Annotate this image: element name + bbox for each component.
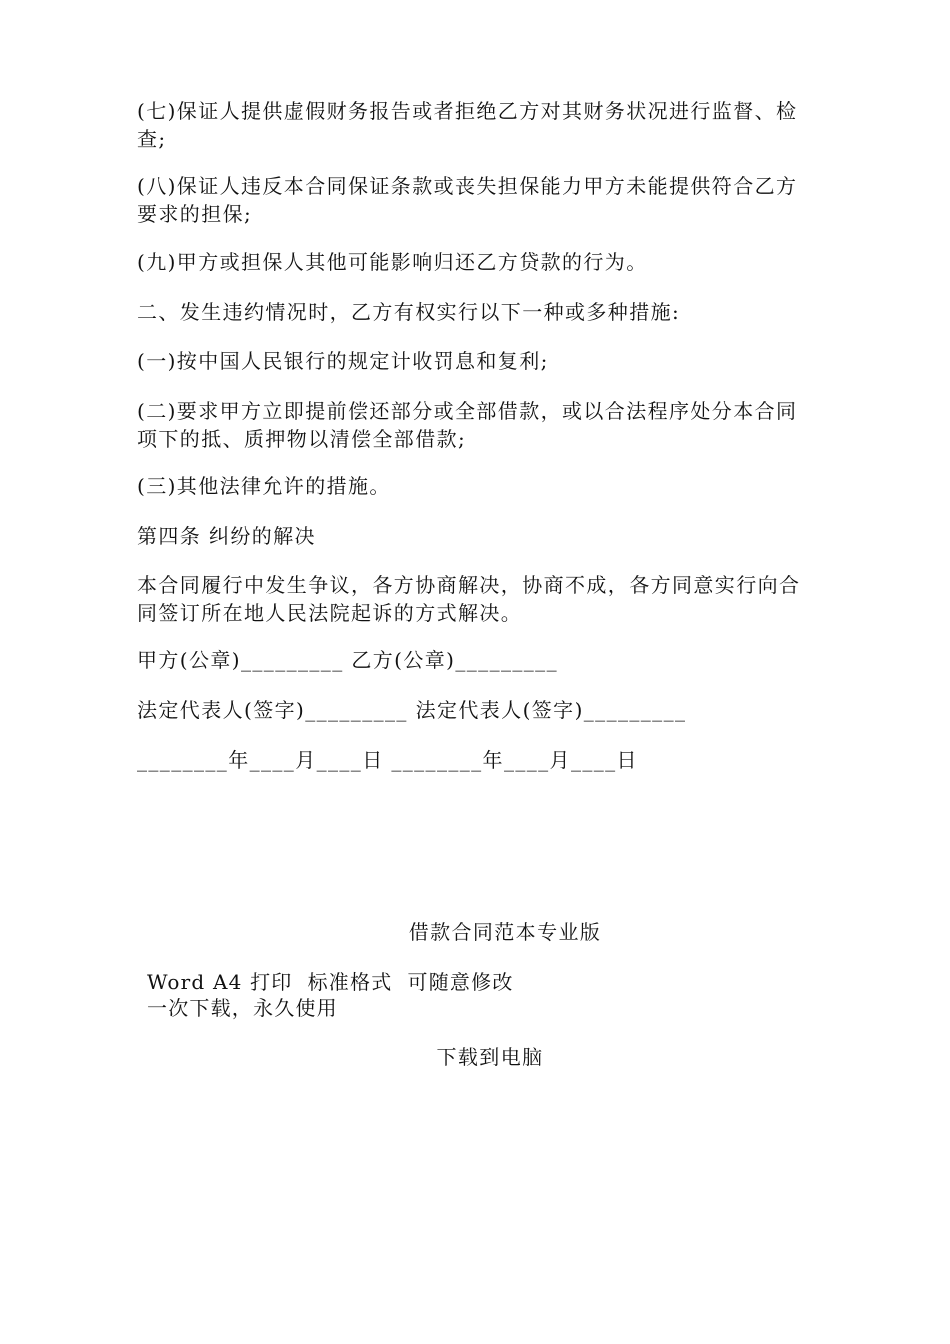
promo-features: Word A4 打印 标准格式 可随意修改 xyxy=(147,970,514,994)
clause-7: (七)保证人提供虚假财务报告或者拒绝乙方对其财务状况进行监督、检查; xyxy=(137,99,798,151)
promo-usage: 一次下载，永久使用 xyxy=(147,996,338,1020)
article-four-heading: 第四条 纠纷的解决 xyxy=(137,524,316,548)
representative-signature-line: 法定代表人(签字)_________ 法定代表人(签字)_________ xyxy=(137,698,687,722)
measure-3: (三)其他法律允许的措施。 xyxy=(137,474,391,498)
dispute-resolution-text: 本合同履行中发生争议，各方协商解决，协商不成，各方同意实行向合同签订所在地人民法院起诉的方式解决。 xyxy=(137,573,801,625)
clause-9: (九)甲方或担保人其他可能影响归还乙方贷款的行为。 xyxy=(137,250,648,274)
section-two-heading: 二、发生违约情况时，乙方有权实行以下一种或多种措施: xyxy=(137,300,681,324)
date-signature-line: ________年____月____日 ________年____月____日 xyxy=(137,748,638,772)
download-to-computer-button[interactable]: 下载到电脑 xyxy=(436,1045,544,1069)
measure-1: (一)按中国人民银行的规定计收罚息和复利; xyxy=(137,349,549,373)
clause-8: (八)保证人违反本合同保证条款或丧失担保能力甲方未能提供符合乙方要求的担保; xyxy=(137,174,798,226)
seal-signature-line: 甲方(公章)_________ 乙方(公章)_________ xyxy=(137,648,558,672)
promo-title: 借款合同范本专业版 xyxy=(408,920,602,944)
measure-2: (二)要求甲方立即提前偿还部分或全部借款，或以合法程序处分本合同项下的抵、质押物以清偿全部借款; xyxy=(137,399,798,451)
